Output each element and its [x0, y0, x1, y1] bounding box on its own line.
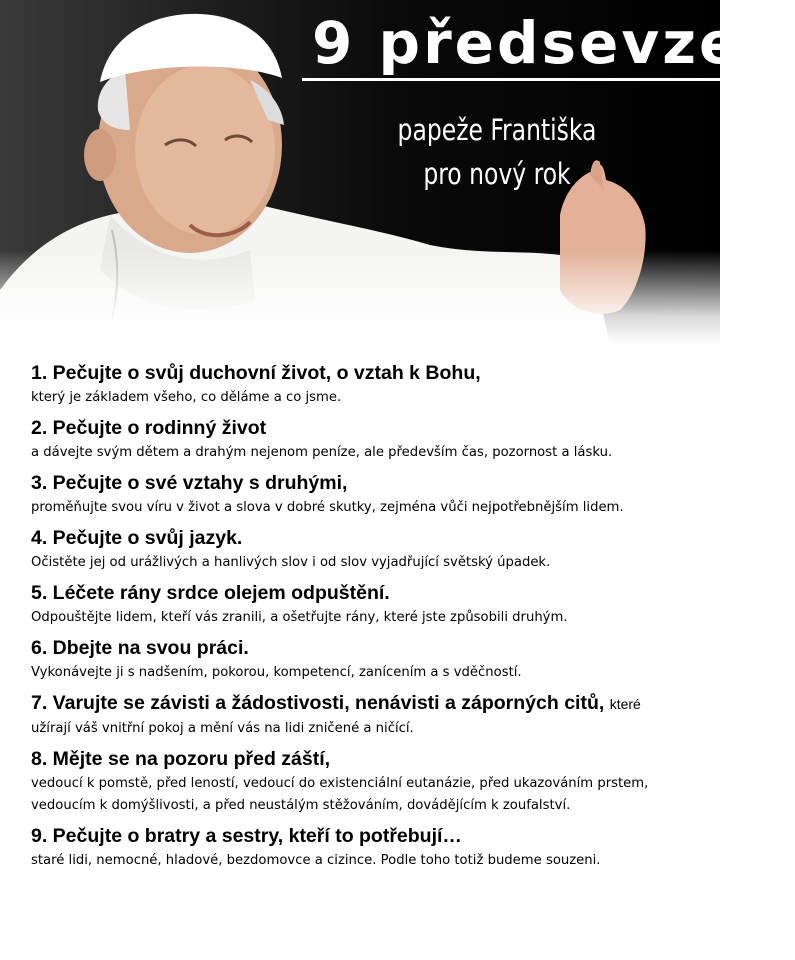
item-text: Vykonávejte ji s nadšením, pokorou, kompetencí, zanícením a s vděčností. — [31, 665, 522, 680]
list-item — [31, 360, 711, 409]
item-text: užírají váš vnitřní pokoj a mění vás na lidi zničené a ničící. — [31, 721, 414, 736]
page-title: 9 předsevzetí — [312, 9, 795, 77]
item-text: staré lidi, nemocné, hladové, bezdomovce a cizince. Podle toho totiž budeme souzeni. — [31, 853, 601, 868]
item-heading: 8. Mějte se na pozoru před záští, — [31, 748, 331, 770]
item-heading: 9. Pečujte o bratry a sestry, kteří to potřebují… — [31, 825, 462, 847]
item-heading: 2. Pečujte o rodinný život — [31, 417, 267, 439]
list-item — [31, 470, 711, 519]
item-heading: 3. Pečujte o své vztahy s druhými, — [31, 472, 348, 494]
list-item — [31, 823, 711, 872]
item-text: a dávejte svým dětem a drahým nejenom peníze, ale především čas, pozornost a lásku. — [31, 445, 613, 460]
subtitle-line-1: papeže Františka — [397, 113, 597, 147]
item-text: proměňujte svou víru v život a slova v dobré skutky, zejména vůči nejpotřebnějším lidem. — [31, 500, 624, 515]
item-text: který je základem všeho, co děláme a co jsme. — [31, 390, 342, 405]
subtitle-line-2: pro nový rok — [423, 157, 571, 191]
item-text: Očistěte jej od urážlivých a hanlivých slov i od slov vyjadřující světský úpadek. — [31, 555, 551, 570]
list-item — [31, 690, 711, 740]
list-item — [31, 525, 711, 574]
resolutions-list — [31, 360, 711, 878]
banner-fade — [0, 250, 720, 345]
item-heading: 1. Pečujte o svůj duchovní život, o vztah k Bohu, — [31, 362, 481, 384]
item-heading: 7. Varujte se závisti a žádostivosti, nenávisti a záporných citů, — [31, 692, 605, 714]
list-item — [31, 635, 711, 684]
item-heading: 5. Léčete rány srdce olejem odpuštění. — [31, 582, 390, 604]
header-banner — [0, 0, 795, 345]
item-heading: 4. Pečujte o svůj jazyk. — [31, 527, 243, 549]
item-heading-tail: které — [609, 696, 641, 712]
item-heading-row — [31, 690, 711, 718]
item-text: Odpouštějte lidem, kteří vás zranili, a ošetřujte rány, které jste způsobili druhým. — [31, 610, 568, 625]
list-item — [31, 746, 711, 817]
item-heading: 6. Dbejte na svou práci. — [31, 637, 249, 659]
list-item — [31, 415, 711, 464]
item-text: vedoucí k pomstě, před leností, vedoucí do existenciální eutanázie, před ukazováním prstem, — [31, 776, 649, 791]
list-item — [31, 580, 711, 629]
page-subtitle — [385, 108, 610, 196]
item-text-2: vedoucím k domýšlivosti, a před neustálým stěžováním, dovádějícím k zoufalství. — [31, 798, 571, 813]
title-underline — [302, 78, 720, 81]
